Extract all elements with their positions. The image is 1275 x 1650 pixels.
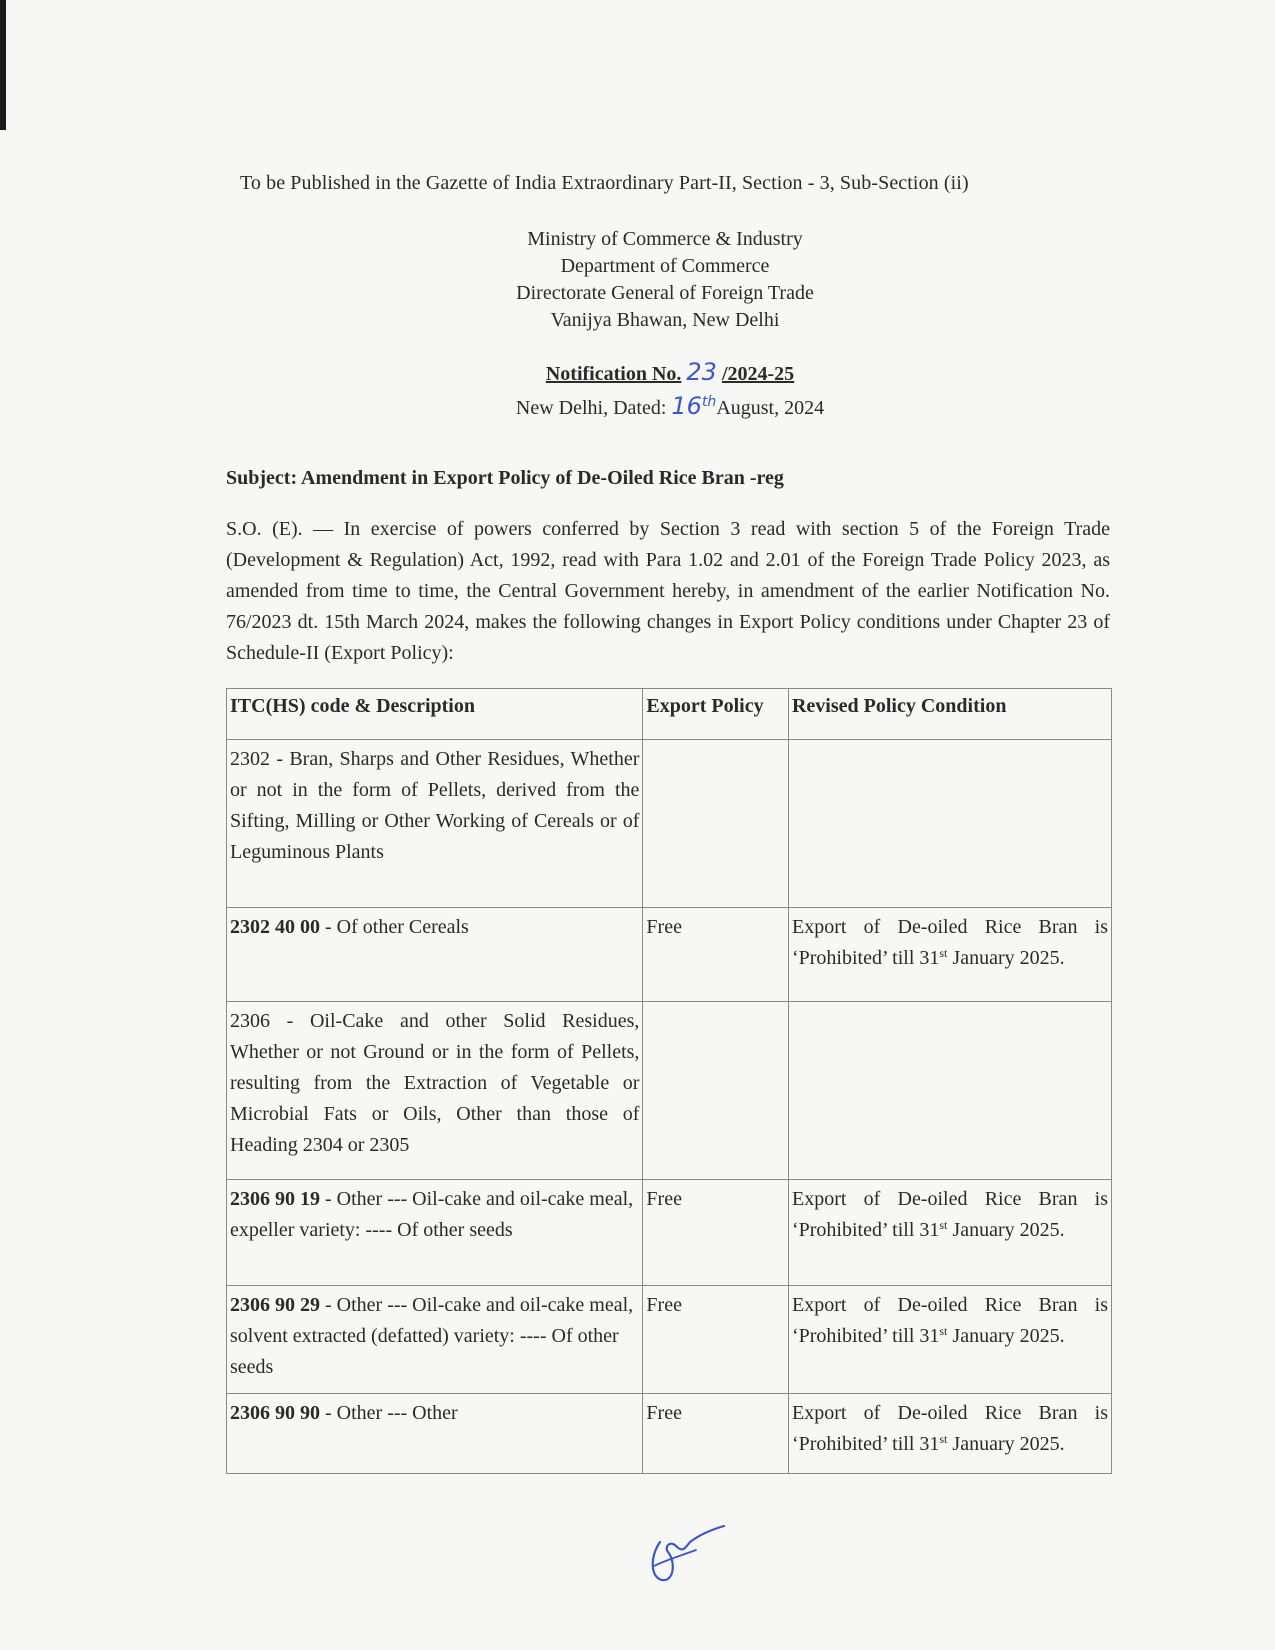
department-name: Department of Commerce <box>560 255 770 277</box>
condition-text-end: January 2025. <box>947 947 1065 969</box>
condition-text: Export of De-oiled Rice Bran is ‘Prohibited’ till 31 <box>791 916 1108 969</box>
condition-text: Export of De-oiled Rice Bran is ‘Prohibited’ till 31 <box>791 1402 1108 1455</box>
hs-description: - Other --- Oil-cake and oil-cake meal, expeller variety: ---- Of other seeds <box>230 1188 634 1241</box>
notification-block <box>440 358 900 422</box>
header-revised-policy-condition: Revised Policy Condition <box>788 689 1111 740</box>
policy-cell: Free <box>643 1394 789 1474</box>
hs-code: 2306 90 90 <box>230 1402 320 1424</box>
condition-sup: st <box>939 946 948 960</box>
description-cell <box>227 1180 643 1286</box>
handwritten-day-suffix: th <box>701 394 717 410</box>
condition-text-end: January 2025. <box>947 1219 1065 1241</box>
condition-text-end: January 2025. <box>947 1433 1065 1455</box>
condition-cell <box>788 1002 1111 1180</box>
policy-cell: Free <box>643 908 789 1002</box>
condition-text: Export of De-oiled Rice Bran is ‘Prohibited’ till 31 <box>791 1294 1108 1347</box>
issuer-block <box>440 226 890 334</box>
policy-cell: Free <box>643 1180 789 1286</box>
header-export-policy: Export Policy <box>643 689 789 740</box>
condition-text: Export of De-oiled Rice Bran is ‘Prohibited’ till 31 <box>791 1188 1108 1241</box>
condition-sup: st <box>939 1218 948 1232</box>
description-cell <box>227 908 643 1002</box>
hs-code: 2302 40 00 <box>230 916 320 938</box>
table-row <box>227 1002 1112 1180</box>
table-row <box>227 908 1112 1002</box>
ministry-name: Ministry of Commerce & Industry <box>527 228 803 250</box>
description-cell <box>227 1286 643 1394</box>
export-policy-table <box>226 688 1112 1474</box>
description-cell <box>227 1002 643 1180</box>
condition-sup: st <box>939 1432 948 1446</box>
policy-cell: Free <box>643 1286 789 1394</box>
hs-description: 2306 - Oil-Cake and other Solid Residues, Whether or not Ground or in the form of Pellets, resulting from the Extraction of Vegetable or Microbial Fats or Oils, Other than those of Heading 2304 or 2305 <box>230 1010 640 1156</box>
notification-year: /2024-25 <box>721 363 795 385</box>
hs-description: - Other --- Oil-cake and oil-cake meal, solvent extracted (defatted) variety: ---- Of other seeds <box>230 1294 634 1378</box>
description-cell <box>227 1394 643 1474</box>
description-cell <box>227 740 643 908</box>
office-address: Vanijya Bhawan, New Delhi <box>550 309 780 331</box>
table-row <box>227 1180 1112 1286</box>
signature-mark <box>640 1522 730 1592</box>
notification-number-line <box>440 358 900 388</box>
hs-description: - Of other Cereals <box>320 916 469 938</box>
handwritten-notification-number: 23 <box>686 358 717 386</box>
condition-text-end: January 2025. <box>947 1325 1065 1347</box>
condition-cell <box>788 1180 1111 1286</box>
hs-code: 2306 90 19 <box>230 1188 320 1210</box>
dated-label: New Delhi, Dated: <box>515 397 667 419</box>
directorate-name: Directorate General of Foreign Trade <box>516 282 814 304</box>
gazette-line: To be Published in the Gazette of India Extraordinary Part-II, Section - 3, Sub-Section (ii) <box>240 172 969 194</box>
table-row <box>227 1286 1112 1394</box>
condition-sup: st <box>939 1324 948 1338</box>
scan-edge <box>0 0 6 130</box>
hs-description: 2302 - Bran, Sharps and Other Residues, Whether or not in the form of Pellets, derived from the Sifting, Milling or Other Working of Cereals or of Leguminous Plants <box>230 748 640 863</box>
notification-label: Notification No. <box>545 363 682 385</box>
hs-description: - Other --- Other <box>320 1402 458 1424</box>
table-header-row <box>227 689 1112 740</box>
dated-line <box>440 388 900 422</box>
table-row <box>227 1394 1112 1474</box>
policy-cell <box>643 740 789 908</box>
condition-cell <box>788 740 1111 908</box>
condition-cell <box>788 908 1111 1002</box>
header-itc-hs-code: ITC(HS) code & Description <box>227 689 643 740</box>
hs-code: 2306 90 29 <box>230 1294 320 1316</box>
policy-cell <box>643 1002 789 1180</box>
dated-month-year: August, 2024 <box>716 397 825 419</box>
handwritten-day: 16 <box>671 392 702 420</box>
table-row <box>227 740 1112 908</box>
body-paragraph: S.O. (E). — In exercise of powers conferred by Section 3 read with section 5 of the Foreign Trade (Development & Regulation) Act, 1992, read with Para 1.02 and 2.01 of the Foreign Trade Policy 2023, as amended from time to time, the Central Government hereby, in amendment of the earlier Notification No. 76/2023 dt. 15th March 2024, makes the following changes in Export Policy conditions under Chapter 23 of Schedule-II (Export Policy): <box>226 518 1110 664</box>
condition-cell <box>788 1394 1111 1474</box>
condition-cell <box>788 1286 1111 1394</box>
subject-line: Subject: Amendment in Export Policy of De-Oiled Rice Bran -reg <box>226 467 784 489</box>
